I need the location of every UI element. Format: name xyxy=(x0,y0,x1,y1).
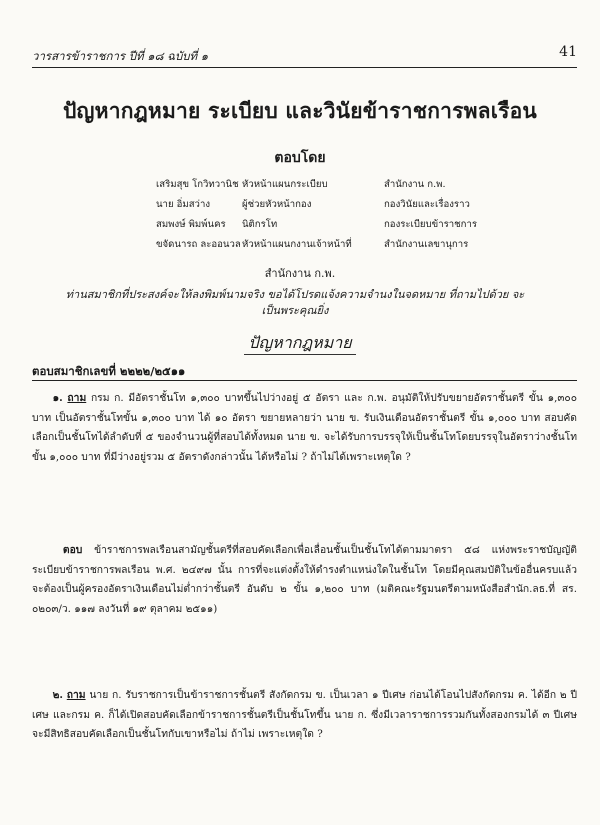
page-number: 41 xyxy=(559,44,577,60)
committee-office: กองวินัยและเรื่องราว xyxy=(384,199,470,210)
committee-office: กองระเบียบข้าราชการ xyxy=(384,219,477,230)
committee-name: นาย อิ่มสว่าง xyxy=(156,199,211,210)
member-number-heading: ตอบสมาชิกเลขที่ ๒๒๒๒/๒๕๑๑ xyxy=(32,364,186,378)
question-text: นาย ก. รับราชการเป็นข้าราชการชั้นตรี สังกัดกรม ข. เป็นเวลา ๑ ปีเศษ ก่อนได้โอนไปสังกัดกรม ค. ได้อีก ๒ ปีเศษ และกรม ค. ก็ได้เปิดสอบคัดเลือกข้าราชการชั้นตรีเป็นชั้นโทขึ้น นาย ก. ซึ่งมีเวลาราชการรวมกันทั้งสองกรมได้ ๓ ปีเศษ จะมีสิทธิสอบคัดเลือกเป็นชั้นโทกับเขาหรือไม่ ถ้าไม่ เพราะเหตุใด ? xyxy=(32,689,577,740)
committee-office: สำนักงาน ก.พ. xyxy=(384,179,446,190)
committee-row xyxy=(156,197,576,217)
answer-label: ตอบ xyxy=(62,544,83,556)
question-2 xyxy=(32,686,577,745)
question-number: ๒. xyxy=(52,689,63,701)
question-text: กรม ก. มีอัตราชั้นโท ๑,๓๐๐ บาทขึ้นไปว่างอยู่ ๕ อัตรา และ ก.พ. อนุมัติให้ปรับขยายอัตราชั้นตรี ขั้น ๑,๓๐๐ บาท เป็นอัตราชั้นโทขั้น ๑,๓๐๐ บาท ได้ ๑๐ อัตรา ขยายหลายว่า นาย ข. รับเงินเดือนอัตราชั้นตรี ขั้น ๑,๐๐๐ บาท สอบคัดเลือกเป็นชั้นโทได้ลำดับที่ ๕ ของจำนวนผู้ที่สอบได้ทั้งหมด นาย ข. จะได้รับการบรรจุให้เป็นชั้นโทโดยบรรจุในอัตราว่างชั้นโทขั้น ๑,๐๐๐ บาท ที่มีว่างอยู่รวม ๕ อัตราดังกล่าวนั้น ได้หรือไม่ ? ถ้าไม่ได้เพราะเหตุใด ? xyxy=(32,392,577,463)
answer-1 xyxy=(32,541,577,619)
committee-list xyxy=(156,177,576,257)
committee-position: หัวหน้าแผนกระเบียบ xyxy=(242,179,328,190)
question-label: ถาม xyxy=(66,689,86,701)
committee-office: สำนักงานเลขานุการ xyxy=(384,239,469,250)
committee-row xyxy=(156,237,576,257)
section-heading-text: ปัญหากฎหมาย xyxy=(244,333,355,355)
question-1 xyxy=(32,389,577,467)
office-label: สำนักงาน ก.พ. xyxy=(264,267,336,280)
reader-notice: ท่านสมาชิกที่ประสงค์จะให้ลงพิมพ์นามจริง ขอได้โปรดแจ้งความจำนงในจดหมาย ที่ถามไปด้วย จะเป็นพระคุณยิ่ง xyxy=(65,288,525,317)
answer-text: ข้าราชการพลเรือนสามัญชั้นตรีที่สอบคัดเลือกเพื่อเลื่อนชั้นเป็นชั้นโทได้ตามมาตรา ๕๘ แห่งพระราชบัญญัติระเบียบข้าราชการพลเรือน พ.ศ. ๒๔๙๗ นั้น การที่จะแต่งตั้งให้ดำรงตำแหน่งใดในชั้นโท โดยมีคุณสมบัติในข้ออื่นครบแล้ว จะต้องเป็นผู้ครองอัตราเงินเดือนไม่ต่ำกว่าชั้นตรี อันดับ ๒ ขั้น ๑,๒๐๐ บาท (มติคณะรัฐมนตรีตามหนังสือสำนัก.ลธ.ที่ สร. ๐๒๐๓/ว. ๑๑๗ ลงวันที่ ๑๙ ตุลาคม ๒๕๑๑) xyxy=(32,544,577,615)
question-label: ถาม xyxy=(67,392,87,404)
committee-position: ผู้ช่วยหัวหน้ากอง xyxy=(242,199,312,210)
committee-position: นิติกรโท xyxy=(242,219,278,230)
committee-name: เสริมสุข โกวิทวานิช xyxy=(156,179,239,190)
committee-row xyxy=(156,217,576,237)
question-number: ๑. xyxy=(52,392,63,404)
answered-by-heading: ตอบโดย xyxy=(274,150,326,166)
committee-name: ขจัดนารถ ละออนวล xyxy=(156,239,241,250)
member-heading-rule xyxy=(32,380,577,381)
committee-row xyxy=(156,177,576,197)
header-rule xyxy=(32,67,577,68)
committee-position: หัวหน้าแผนกงานเจ้าหน้าที่ xyxy=(242,239,352,250)
committee-name: สมพงษ์ พิมพ์นคร xyxy=(156,219,226,230)
page-title: ปัญหากฎหมาย ระเบียบ และวินัยข้าราชการพลเรือน xyxy=(63,98,537,123)
section-heading xyxy=(0,331,600,356)
journal-title: วารสารข้าราชการ ปีที่ ๑๘ ฉบับที่ ๑ xyxy=(32,49,209,63)
